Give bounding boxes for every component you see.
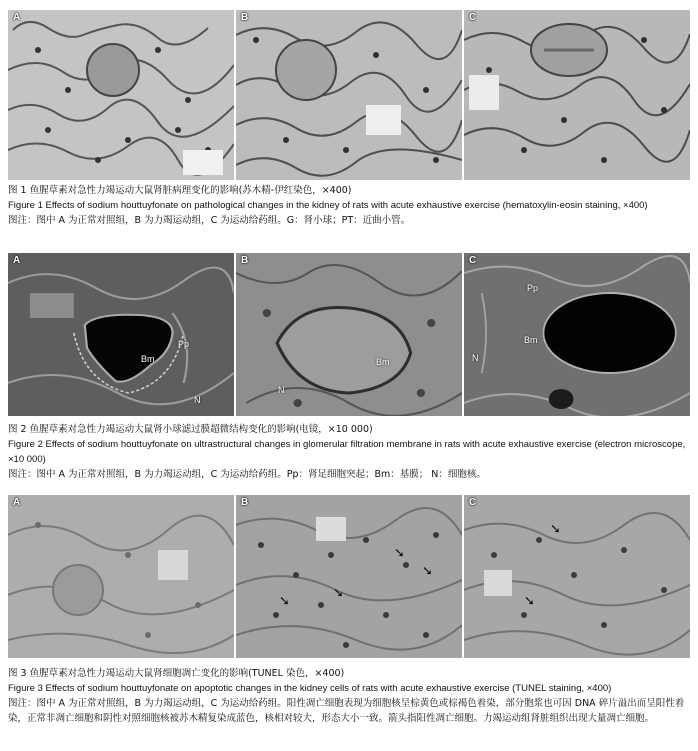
figure2-panel-c bbox=[464, 253, 690, 416]
he-micrograph-c bbox=[464, 10, 690, 180]
panel-label: B bbox=[241, 12, 249, 23]
apoptotic-cell-arrow: ➘ bbox=[550, 522, 561, 537]
figure3-note: 图注：图中 A 为正常对照组，B 为力竭运动组，C 为运动给药组。阳性凋亡细胞表现为细胞核呈棕黄色或棕褐色着染，部分胞浆也可因 DNA 碎片溢出而呈阳性着染，正常非凋亡细胞和阴性对照细胞核被苏木精复染成蓝色，核相对较大，形态大小一致。箭头指阳性凋亡细胞。力竭运动组肾脏组织出现大量凋亡细胞。 bbox=[8, 698, 685, 724]
n-label: N bbox=[472, 353, 479, 363]
panel-label: A bbox=[13, 12, 21, 23]
figure1-note: 图注：图中 A 为正常对照组，B 为力竭运动组，C 为运动给药组。G：肾小球；PT：近曲小管。 bbox=[8, 215, 411, 226]
panel-label: C bbox=[469, 255, 477, 266]
tunel-micrograph-a bbox=[8, 495, 234, 658]
figure3-caption bbox=[8, 666, 690, 726]
figure2-note: 图注：图中 A 为正常对照组，B 为力竭运动组，C 为运动给药组。Pp：肾足细胞突起；Bm：基膜； N：细胞核。 bbox=[8, 469, 486, 480]
bm-label: Bm bbox=[524, 335, 538, 345]
apoptotic-cell-arrow: ➘ bbox=[394, 546, 405, 561]
panel-label: C bbox=[469, 12, 477, 23]
figure2-image-row bbox=[8, 253, 690, 416]
figure2-title-en: Figure 2 Effects of sodium houttuyfonate on ultrastructural changes in glomerular filtration membrane in rats with acute exhaustive exercise (electron microscope, ×10 000) bbox=[8, 439, 686, 465]
figure3-panel-c bbox=[464, 495, 690, 658]
tunel-micrograph-c bbox=[464, 495, 690, 658]
figure1-panel-a bbox=[8, 10, 236, 180]
panel-label: A bbox=[13, 497, 21, 508]
panel-label: B bbox=[241, 255, 249, 266]
figure2-caption bbox=[8, 422, 690, 482]
figure1-caption bbox=[8, 183, 690, 228]
apoptotic-cell-arrow: ➘ bbox=[524, 594, 535, 609]
n-label: N bbox=[278, 385, 285, 395]
figure3-title-en: Figure 3 Effects of sodium houttuyfonate on apoptotic changes in the kidney cells of rats with acute exhaustive exercise (TUNEL staining, ×400) bbox=[8, 683, 612, 694]
bm-label: Bm bbox=[141, 354, 155, 364]
apoptotic-cell-arrow: ➘ bbox=[422, 564, 433, 579]
figure3-image-row bbox=[8, 495, 690, 658]
n-label: N bbox=[194, 395, 201, 405]
panel-label: A bbox=[13, 255, 21, 266]
he-micrograph-b bbox=[236, 10, 462, 180]
em-micrograph-c bbox=[464, 253, 690, 416]
figure1-image-row bbox=[8, 10, 690, 180]
apoptotic-cell-arrow: ➘ bbox=[333, 586, 344, 601]
pp-label: Pp bbox=[178, 339, 190, 349]
apoptotic-cell-arrow: ➘ bbox=[279, 594, 290, 609]
panel-label: C bbox=[469, 497, 477, 508]
figure1-panel-c bbox=[464, 10, 690, 180]
em-micrograph-a bbox=[8, 253, 234, 416]
figure2-panel-a bbox=[8, 253, 236, 416]
bm-label: Bm bbox=[376, 357, 390, 367]
figure2-panel-b bbox=[236, 253, 464, 416]
em-micrograph-b bbox=[236, 253, 462, 416]
pp-label: Pp bbox=[527, 283, 539, 293]
panel-label: B bbox=[241, 497, 249, 508]
figure3-panel-a bbox=[8, 495, 236, 658]
figure1-title-zh: 图 1 鱼腥草素对急性力竭运动大鼠肾脏病理变化的影响(苏木精-伊红染色，×400) bbox=[8, 185, 352, 196]
figure1-panel-b bbox=[236, 10, 464, 180]
figure1-title-en: Figure 1 Effects of sodium houttuyfonate on pathological changes in the kidney of rats with acute exhaustive exercise (hematoxylin-eosin staining, ×400) bbox=[8, 200, 648, 211]
figure2-title-zh: 图 2 鱼腥草素对急性力竭运动大鼠肾小球滤过膜超微结构变化的影响(电镜，×10 000) bbox=[8, 424, 373, 435]
he-micrograph-a bbox=[8, 10, 234, 180]
figure3-title-zh: 图 3 鱼腥草素对急性力竭运动大鼠肾细胞凋亡变化的影响(TUNEL 染色，×400) bbox=[8, 668, 345, 679]
figure3-panel-b bbox=[236, 495, 464, 658]
